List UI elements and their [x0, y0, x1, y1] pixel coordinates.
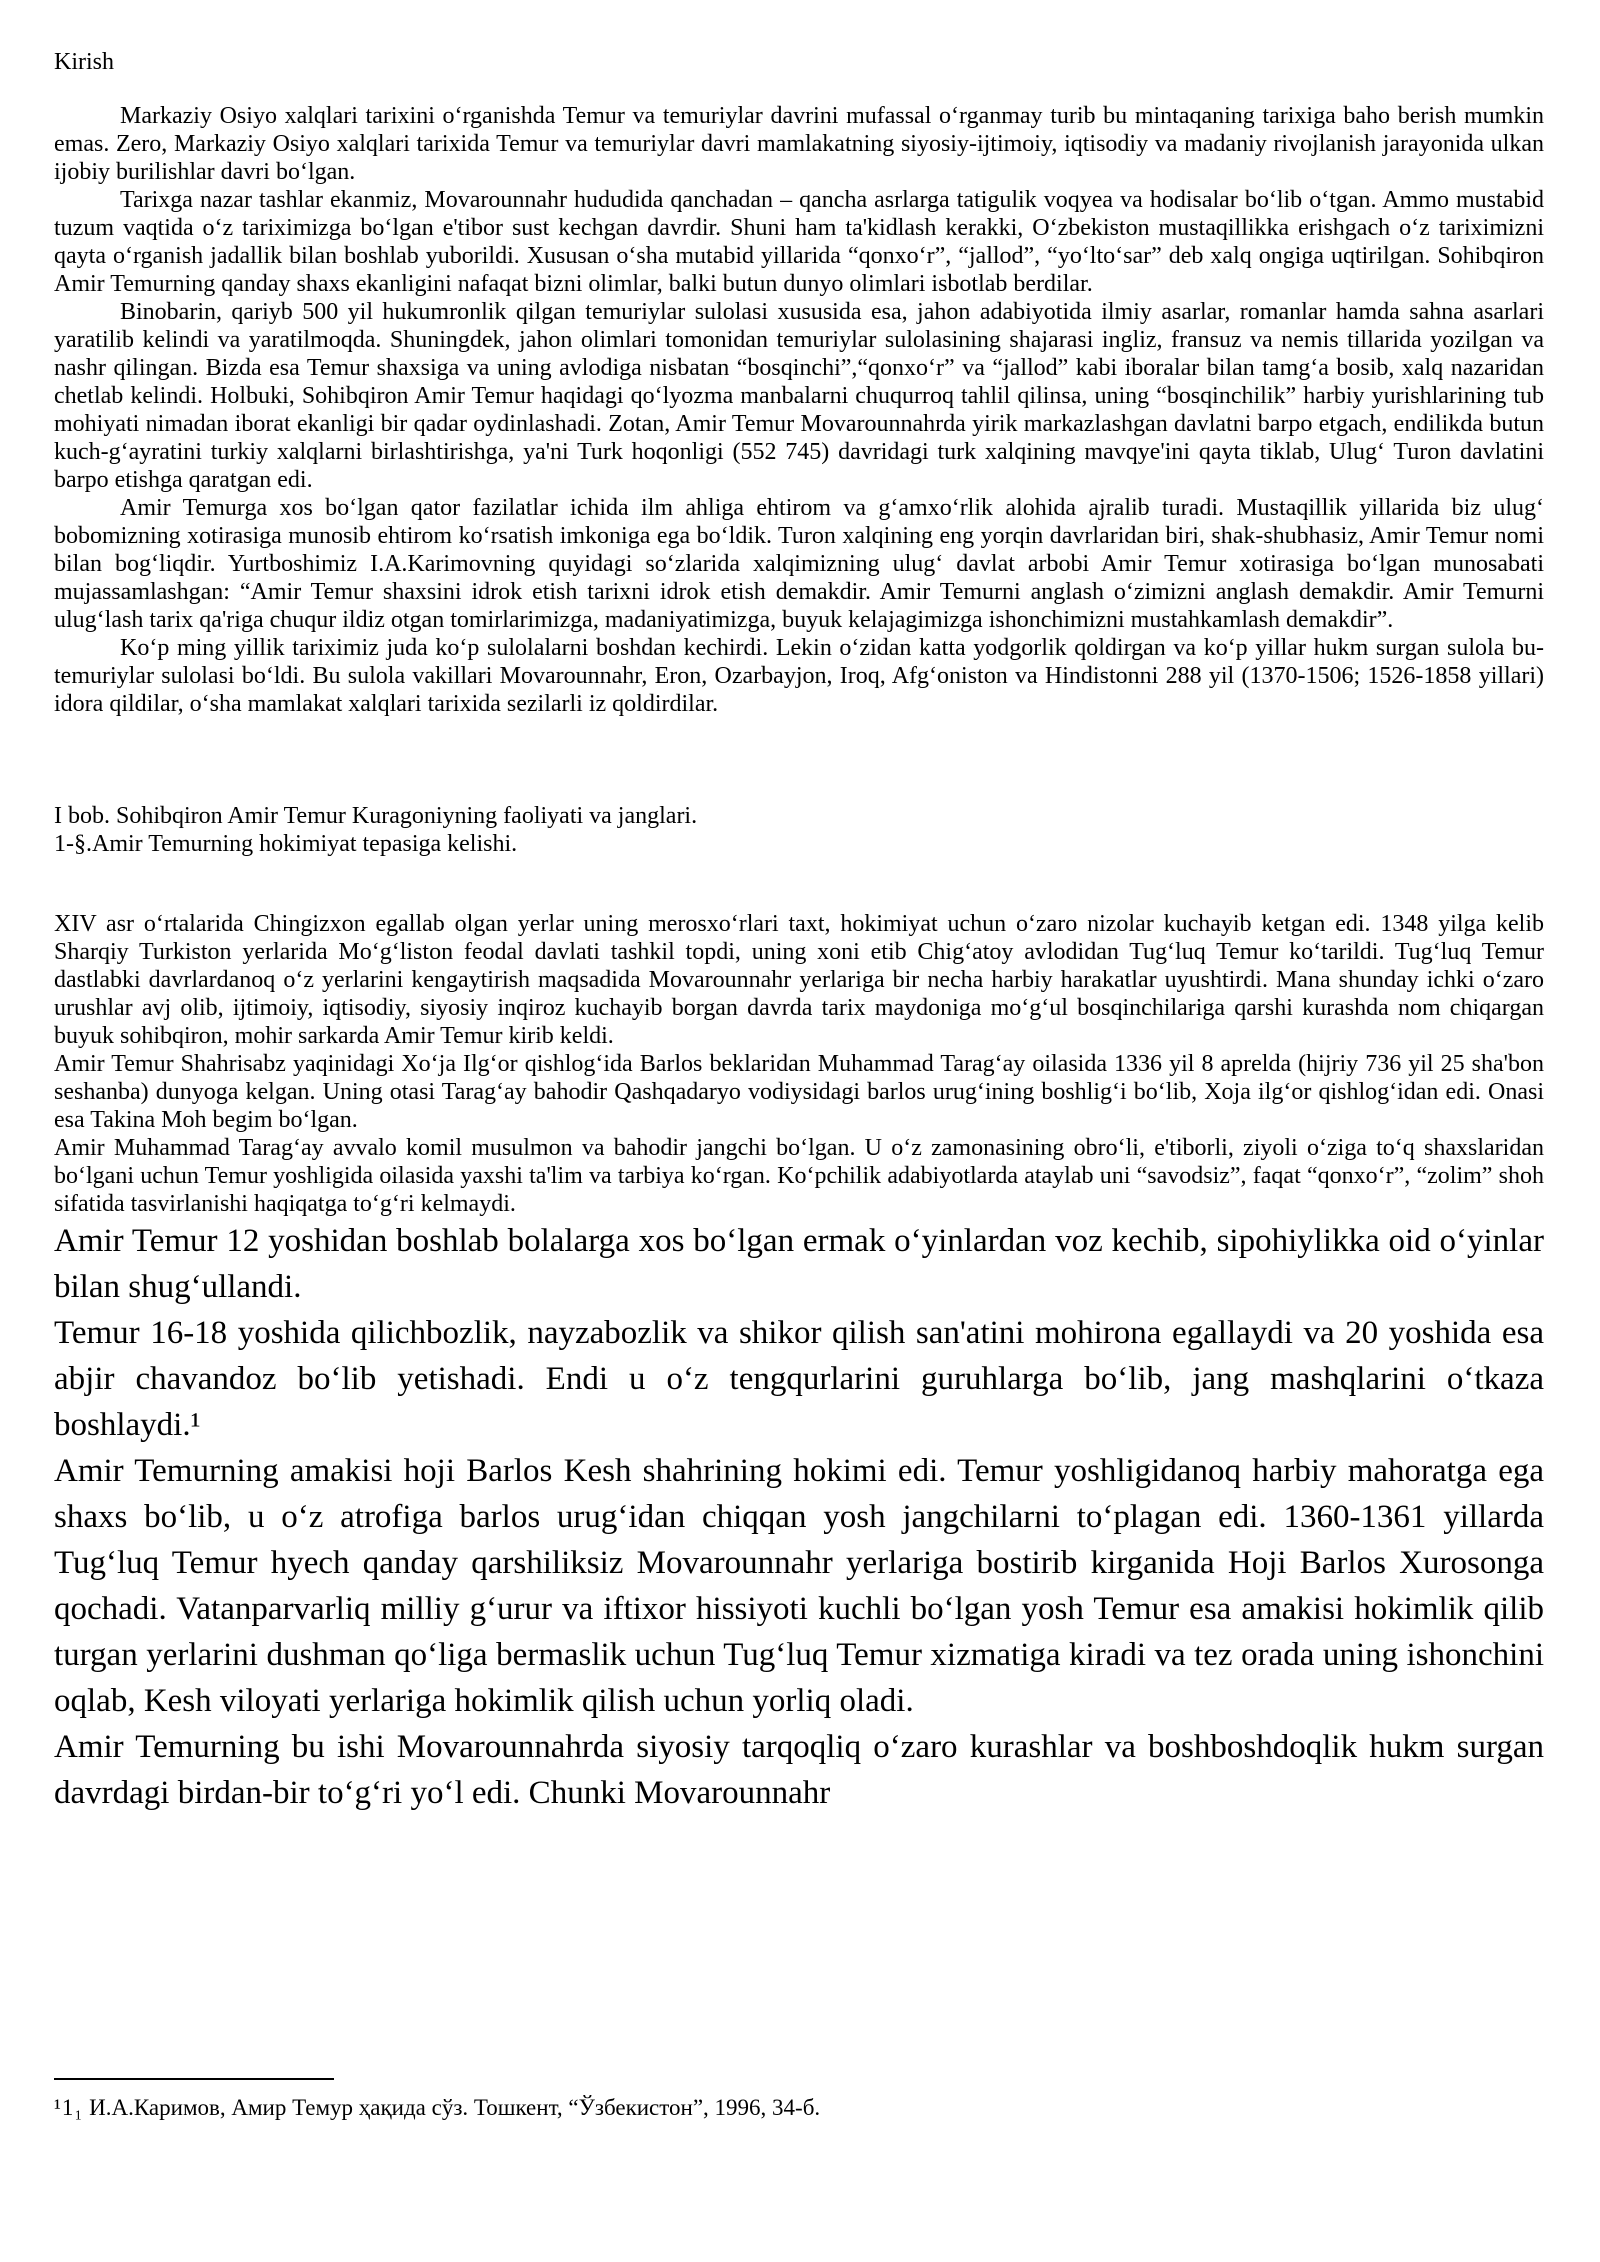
- chapter-heading: I bob. Sohibqiron Amir Temur Kuragoniyning faoliyati va janglari.: [54, 803, 698, 829]
- body-section: [54, 910, 1544, 1218]
- paragraph: Tarixga nazar tashlar ekanmiz, Movarounnahr hududida qanchadan – qancha asrlarga tatigulik voqyea va hodisalar boʻlib oʻtgan. Ammo mustabid tuzum vaqtida oʻz tariximizga boʻlgan e'tibor sust kechgan davrdir. Shuni ham ta'kidlash kerakki, Oʻzbekiston mustaqillikka erishgach oʻz tariximizni qayta oʻrganish jadallik bilan boshlab yuborildi. Xususan oʻsha mutabid yillarida “qonxoʻr”, “jallod”, “yoʻltoʻsar” deb xalq ongiga uqtirilgan. Sohibqiron Amir Temurning qanday shaxs ekanligini nafaqat bizni olimlar, balki butun dunyo olimlari isbotlab berdilar.: [54, 187, 1544, 297]
- chapter-heading-block: [54, 802, 1544, 858]
- paragraph: Amir Temur Shahrisabz yaqinidagi Xoʻja Ilgʻor qishlogʻida Barlos beklaridan Muhammad Taragʻay oilasida 1336 yil 8 aprelda (hijriy 736 yil 25 sha'bon seshanba) dunyoga kelgan. Uning otasi Taragʻay bahodir Qashqadaryo vodiysidagi barlos urugʻining boshligʻi boʻlib, Xoja ilgʻor qishlogʻidan edi. Onasi esa Takina Moh begim boʻlgan.: [54, 1051, 1544, 1133]
- section-heading: 1-§.Amir Temurning hokimiyat tepasiga kelishi.: [54, 831, 518, 857]
- large-text-section: [54, 1218, 1544, 1816]
- paragraph: Amir Temur 12 yoshidan boshlab bolalarga xos boʻlgan ermak oʻyinlardan voz kechib, sipohiylikka oid oʻyinlar bilan shugʻullandi.: [54, 1223, 1544, 1305]
- footnote-text: И.А.Каримов, Амир Темур ҳақида сўз. Тошкент, “Ўзбекистон”, 1996, 34-б.: [89, 2095, 821, 2120]
- paragraph: XIV asr oʻrtalarida Chingizxon egallab olgan yerlar uning merosxoʻrlari taxt, hokimiyat uchun oʻzaro nizolar kuchayib ketgan edi. 1348 yilga kelib Sharqiy Turkiston yerlarida Moʻgʻliston feodal davlati tashkil topdi, uning xoni etib Chigʻatoy avlodidan Tugʻluq Temur koʻtarildi. Tugʻluq Temur dastlabki davrlardanoq oʻz yerlarini kengaytirish maqsadida Movarounnahr yerlariga bir necha harbiy harakatlar uyushtirdi. Mana shunday ichki oʻzaro urushlar avj olib, ijtimoiy, iqtisodiy, siyosiy inqiroz kuchayib borgan davrda tarix maydoniga moʻgʻul bosqinchilariga qarshi kurashda nom chiqargan buyuk sohibqiron, mohir sarkarda Amir Temur kirib keldi.: [54, 911, 1544, 1049]
- paragraph: Koʻp ming yillik tariximiz juda koʻp sulolalarni boshdan kechirdi. Lekin oʻzidan katta yodgorlik qoldirgan va koʻp yillar hukm surgan sulola bu- temuriylar sulolasi boʻldi. Bu sulola vakillari Movarounnahr, Eron, Ozarbayjon, Iroq, Afgʻoniston va Hindistonni 288 yil (1370-1506; 1526-1858 yillari) idora qildilar, oʻsha mamlakat xalqlari tarixida sezilarli iz qoldirdilar.: [54, 635, 1544, 717]
- footnote-separator: [54, 2078, 334, 2080]
- footnote: [54, 2094, 1544, 2122]
- paragraph: Amir Temurning bu ishi Movarounnahrda siyosiy tarqoqliq oʻzaro kurashlar va boshboshdoqlik hukm surgan davrdagi birdan-bir toʻgʻri yoʻl edi. Chunki Movarounnahr: [54, 1729, 1544, 1811]
- paragraph: Amir Temurga xos boʻlgan qator fazilatlar ichida ilm ahliga ehtirom va gʻamxoʻrlik alohida ajralib turadi. Mustaqillik yillarida biz ulugʻ bobomizning xotirasiga munosib ehtirom koʻrsatish imkoniga ega boʻldik. Turon xalqining eng yorqin davrlaridan biri, shak-shubhasiz, Amir Temur nomi bilan bogʻliqdir. Yurtboshimiz I.A.Karimovning quyidagi soʻzlarida xalqimizning ulugʻ davlat arbobi Amir Temur xotirasiga boʻlgan munosabati mujassamlashgan: “Amir Temur shaxsini idrok etish tarixni idrok etish demakdir. Amir Temurni anglash oʻzimizni anglash demakdir. Amir Temurni ulugʻlash tarix qa'riga chuqur ildiz otgan tomirlarimizga, madaniyatimizga, buyuk kelajagimizga ishonchimizni mustahkamlash demakdir”.: [54, 495, 1544, 633]
- page-header: Kirish: [54, 49, 114, 75]
- paragraph: Amir Temurning amakisi hoji Barlos Kesh shahrining hokimi edi. Temur yoshligidanoq harbiy mahoratga ega shaxs boʻlib, u oʻz atrofiga barlos urugʻidan chiqqan yosh jangchilarni toʻplagan edi. 1360-1361 yillarda Tugʻluq Temur hyech qanday qarshiliksiz Movarounnahr yerlariga bostirib kirganida Hoji Barlos Xurosonga qochadi. Vatanparvarliq milliy gʻurur va iftixor hissiyoti kuchli boʻlgan yosh Temur esa amakisi hokimlik qilib turgan yerlarini dushman qoʻliga bermaslik uchun Tugʻluq Temur xizmatiga kiradi va tez orada uning ishonchini oqlab, Kesh viloyati yerlariga hokimlik qilish uchun yorliq oladi.: [54, 1453, 1544, 1719]
- footnote-block: [54, 2058, 1544, 2122]
- paragraph: Amir Muhammad Taragʻay avvalo komil musulmon va bahodir jangchi boʻlgan. U oʻz zamonasining obroʻli, e'tiborli, ziyoli oʻziga toʻq shaxslaridan boʻlgani uchun Temur yoshligida oilasida yaxshi ta'lim va tarbiya koʻrgan. Koʻpchilik adabiyotlarda ataylab uni “savodsiz”, faqat “qonxoʻr”, “zolim” shoh sifatida tasvirlanishi haqiqatga toʻgʻri kelmaydi.: [54, 1135, 1544, 1217]
- paragraph: Binobarin, qariyb 500 yil hukumronlik qilgan temuriylar sulolasi xususida esa, jahon adabiyotida ilmiy asarlar, romanlar hamda sahna asarlari yaratilib kelindi va yaratilmoqda. Shuningdek, jahon olimlari tomonidan temuriylar sulolasining shajarasi ingliz, fransuz va nemis tillarida yozilgan va nashr qilingan. Bizda esa Temur shaxsiga va uning avlodiga nisbatan “bosqinchi”,“qonxoʻr” va “jallod” kabi iboralar bilan tamgʻa bosib, xalq nazaridan chetlab kelindi. Holbuki, Sohibqiron Amir Temur haqidagi qoʻlyozma manbalarni chuqurroq tahlil qilinsa, uning “bosqinchilik” harbiy yurishlarining tub mohiyati nimadan iborat ekanligi bir qadar oydinlashadi. Zotan, Amir Temur Movarounnahrda yirik markazlashgan davlatni barpo etgach, endilikda butun kuch-gʻayratini turkiy xalqlarni birlashtirishga, ya'ni Turk hoqonligi (552 745) davridagi turk xalqining mavqye'ini qayta tiklab, Ulugʻ Turon davlatini barpo etishga qaratgan edi.: [54, 299, 1544, 493]
- paragraph: Temur 16-18 yoshida qilichbozlik, nayzabozlik va shikor qilish san'atini mohirona egallaydi va 20 yoshida esa abjir chavandoz boʻlib yetishadi. Endi u oʻz tengqurlarini guruhlarga boʻlib, jang mashqlarini oʻtkaza boshlaydi.¹: [54, 1315, 1544, 1443]
- footnote-marker: ¹1₁: [54, 2095, 84, 2120]
- paragraph: Markaziy Osiyo xalqlari tarixini oʻrganishda Temur va temuriylar davrini mufassal oʻrganmay turib bu mintaqaning tarixiga baho berish mumkin emas. Zero, Markaziy Osiyo xalqlari tarixida Temur va temuriylar davri mamlakatning siyosiy-ijtimoiy, iqtisodiy va madaniy rivojlanish jarayonida ulkan ijobiy burilishlar davri boʻlgan.: [54, 103, 1544, 185]
- intro-section: [54, 102, 1544, 718]
